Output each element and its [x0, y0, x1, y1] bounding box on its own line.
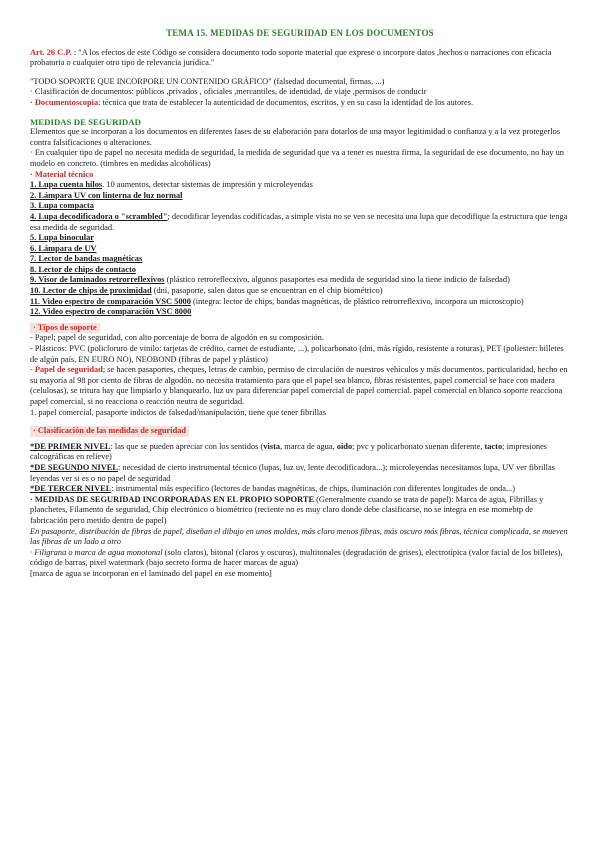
tipos-papel: - Papel; papel de seguridad, con alto porcentaje de borra de algodón en su composición.: [30, 333, 324, 343]
material-item: 2. Lámpara UV con linterna de luz normal: [30, 190, 183, 200]
material-item: 5. Lupa binocular: [30, 233, 94, 243]
material-item: 11. Video espectro de comparación VSC 5000 (integra: lector de chips, bandas magnéticas, de plástico retrorreflexivo, incorpora un microscopio): [30, 296, 524, 306]
final-note: [marca de agua se incorporan en el laminado del papel en ese momento]: [30, 568, 272, 578]
filigrana-label: · Filigrana o marca de agua monotonal: [30, 547, 163, 557]
material-item: 6. Lámpara de UV: [30, 243, 97, 253]
material-heading: · Material técnico: [30, 169, 94, 179]
page-title: TEMA 15. MEDIDAS DE SEGURIDAD EN LOS DOCUMENTOS: [166, 28, 434, 38]
tipos-plasticos: - Plásticos: PVC (policloruro de vinilo: tarjetas de crédito, carnet de estudiante, ...), policarbonato (dni, más rígido, resistente a roturas), PET (poliester: billetes de algún país, EN EURO NO), NEOBOND (fibras de papel y plástico): [30, 344, 564, 364]
material-item: 8. Lector de chips de contacto: [30, 264, 136, 274]
material-item: 1. Lupa cuenta hilos. 10 aumentos, detectar sistemas de impresión y microleyendas: [30, 180, 313, 190]
primer-nivel: *DE PRIMER NIVEL: las que se pueden apreciar con los sentidos (vista, marca de agua, oido; pvc y policarbonato suenan diferente, tacto; impresiones calcográficas en relieve): [30, 441, 548, 462]
incorporadas-paragraph: [30, 495, 570, 527]
documentoscopia-text: : técnica que trata de establecer la autenticidad de documentos, escritos, y en su caso la identidad de los autores.: [98, 97, 474, 107]
tipos-nota: 1. papel comercial, pasaporte indicios de falsedad/manipulación, tiene que tener fibrillas: [30, 407, 327, 417]
filigrana-text: (solo claros), bitonal (claros y oscuros), multitonales (degradación de grises), electrotípica (valor facial de los billetes), código de barras, pixel watermark (bajo secreto forma de hacer marcas de agua): [30, 547, 563, 568]
material-list: [30, 180, 570, 318]
material-item: 3. Lupa compacta: [30, 201, 94, 211]
medidas-heading: MEDIDAS DE SEGURIDAD: [30, 116, 141, 127]
material-item: 9. Visor de laminados retrorreflexivos (plástico retroreflecxivo, algunos pasaportes esa medida de seguridad sino la tiene indicio de falsedad): [30, 275, 510, 285]
clasificacion-line: · Clasificación de documentos: públicos ,privados , oficiales ,mercantiles, de identidad, de viaje ,permisos de conducir: [30, 87, 427, 97]
art-26-paragraph: [30, 48, 570, 69]
tercer-nivel: *DE TERCER NIVEL: instrumental más específico (lectores de bandas magnéticas, de chips, iluminación con diferentes longitudes de onda...): [30, 484, 516, 494]
documentoscopia-line: [30, 98, 570, 109]
papel-seguridad-label: - Papel de seguridad: [30, 365, 103, 375]
tipos-papel-seguridad: [30, 365, 570, 407]
art-ref: Art. 26 C.P.: [30, 47, 72, 57]
filigrana-line: [30, 548, 570, 569]
segundo-nivel: *DE SEGUNDO NIVEL: necesidad de cierto instrumental técnico (lupas, luz uv, lente decodificadora...); microleyendas necesitamos lupa, UV ver fibrillas leyendas ver si es o no papel de seguridad: [30, 462, 555, 483]
art-text: : "A los efectos de este Código se considera documento todo soporte material que exprese o incorpore datos ,hechos o narraciones con eficacia probatoria o cualquier otro tipo de relevancia jurídica.": [30, 47, 552, 68]
material-item: 10. Lector de chips de proximidad (dni, pasaporte, salen datos que se encuentran en el chip biométrico): [30, 286, 383, 296]
pasaporte-italic: En pasaporte, distribución de fibras de papel, diseñan el dibujo en unos moldes, más claro menos fibras, más oscuro más fibras, técnica complicada, se mueven las fibras de un lado a otro: [30, 526, 568, 547]
incorporadas-label: · MEDIDAS DE SEGURIDAD INCORPORADAS EN EL PROPIO SOPORTE: [30, 494, 315, 504]
clasif-heading-line: [30, 426, 570, 437]
tipos-heading-line: [30, 323, 570, 334]
medidas-intro: Elementos que se incorporan a los documentos en diferentes fases de su elaboración para dotarlos de una mayor legitimidad o confianza y a la vez protegerlos contra falsificaciones o alteraciones.: [30, 127, 560, 147]
todo-soporte-line: "TODO SOPORTE QUE INCORPORE UN CONTENIDO GRÁFICO" (falsedad documental, firmas, ...): [30, 76, 385, 86]
papel-seguridad-text: ; se hacen pasaportes, cheques, letras de cambio, permiso de circulación de nuestros vehículos y más documentos. particularidad, hecho en su mayoría al 98 por ciento de fibras de algodón. no necesita tratamiento para que el papel sea blanco, fibras resistentes, papel comercial se hace con madera (celulosas), se tritura hay que limpiarlo y blanquearlo, luz uv para diferenciar papel comercial de papel comercial. papel comercial en blanco soporte reacciona papel comercial, si no reacciona o reacción neutra de seguridad.: [30, 365, 568, 406]
material-item: 4. Lupa decodificadora o "scrambled"; decodificar leyendas codificadas, a simple vista no se ven se necesita una lupa que decodifique la estructura que tenga esa medida de seguridad.: [30, 211, 568, 232]
medidas-intro-2: · En cualquier tipo de papel no necesita medida de seguridad, la medida de seguridad que va a tener es nuestra firma, la seguridad de ese documento, no hay un modelo en concreto. (timbres en medidas alcohólicas): [30, 148, 564, 168]
clasif-heading: · Clasificación de las medidas de seguridad: [30, 426, 189, 437]
incorporadas-text: (Generalmente cuando se trata de papel): Marca de agua, Fibrillas y planchetes, Filamento de seguridad, Chip electrónico o biométrico (reciente no es muy claro donde debe clasificarse, no se integra en ese momebtp de fabricación pero metido dentro de papel): [30, 494, 544, 525]
documentoscopia-label: · Documentoscopia: [30, 97, 99, 107]
material-item: 12. Video espectro de comparación VSC 8000: [30, 307, 192, 317]
material-item: 7. Lector de bandas magnéticas: [30, 254, 143, 264]
tipos-heading: · Tipos de soporte: [30, 323, 100, 334]
